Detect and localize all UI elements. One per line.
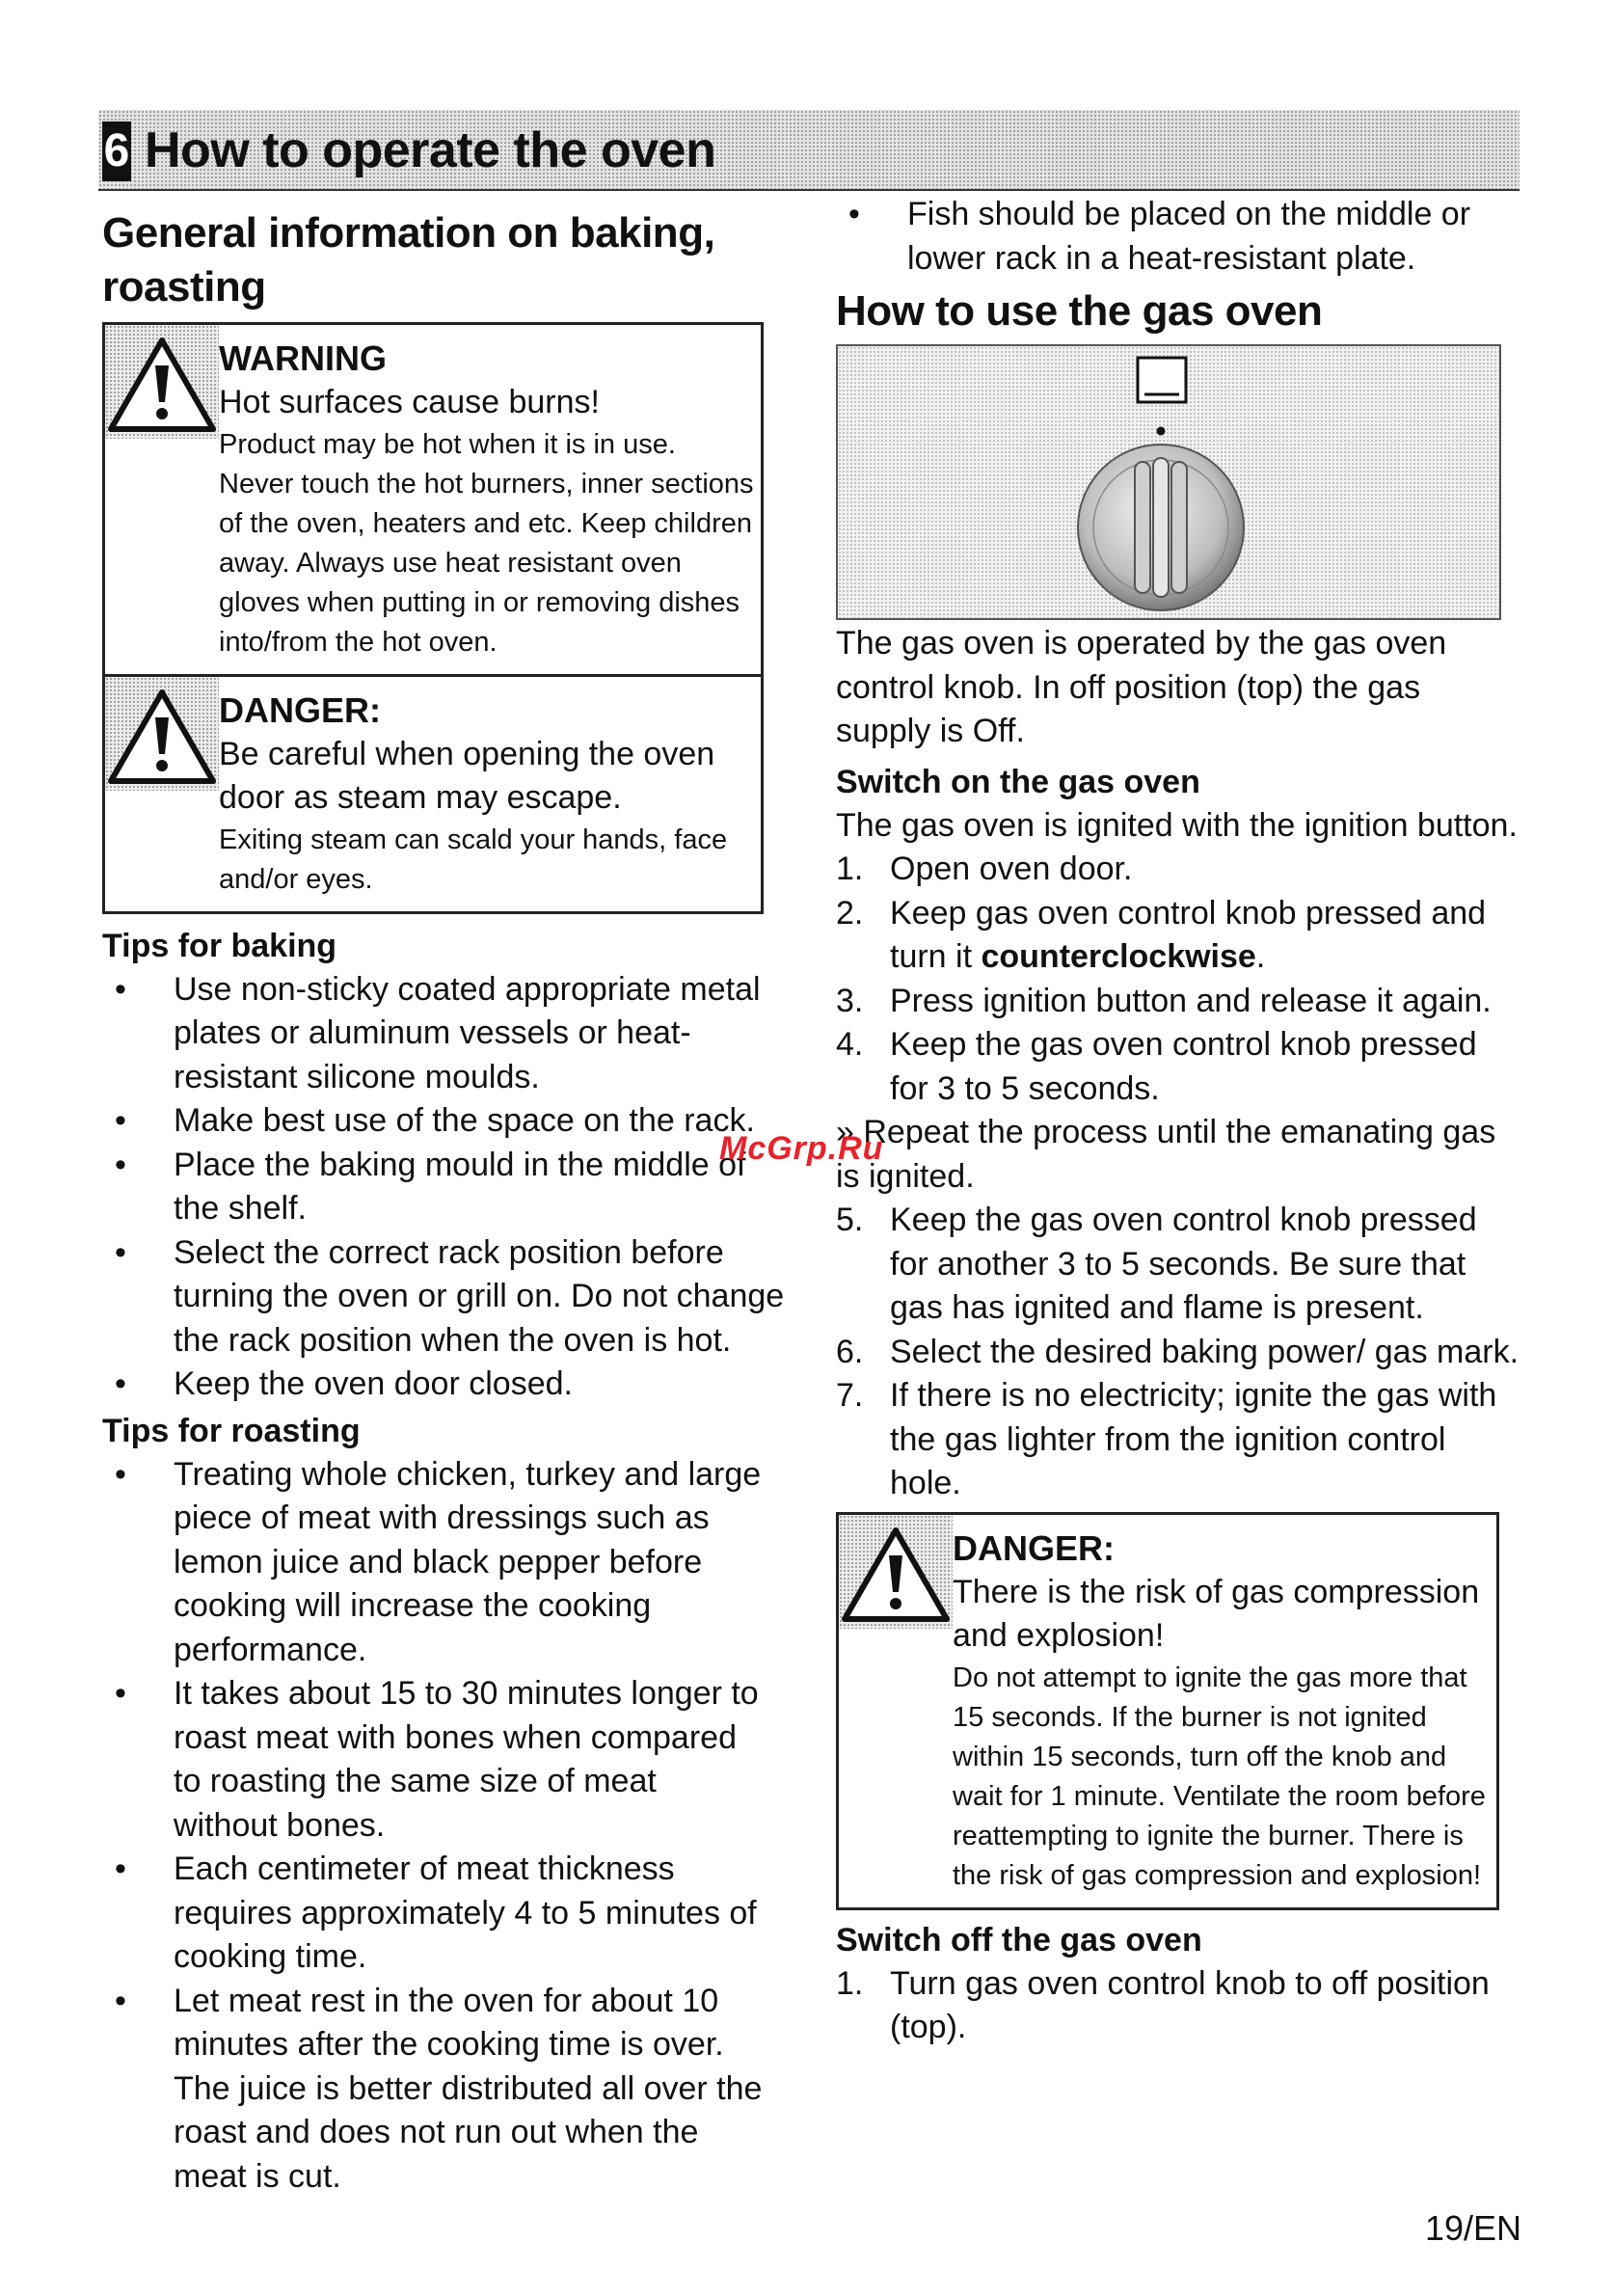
list-item: • Keep the oven door closed. (115, 1365, 573, 1402)
list-item: • Select the correct rack position before turning the oven or grill on. Do not change the rack position when the oven is hot. (115, 1233, 785, 1359)
danger-body: Do not attempt to ignite the gas more that 15 seconds. If the burner is not ignited within 15 seconds, turn off the knob and wait for 1 minute. Ventilate the room before reattempting to ignite the burner. There is the risk of gas compression and explosion! (953, 1661, 1486, 1891)
warning-boxes (102, 322, 764, 914)
list-item: • Let meat rest in the oven for about 10 minutes after the cooking time is over. The juice is better distributed all over the roast and does not run out when the meat is cut. (115, 1982, 763, 2195)
list-item: • Make best use of the space on the rack. (115, 1102, 755, 1139)
list-item: • Use non-sticky coated appropriate metal plates or aluminum vessels or heat-resistant silicone moulds. (115, 970, 761, 1095)
warning-triangle-icon (105, 677, 219, 791)
watermark: McGrp.Ru (719, 1130, 884, 1167)
list-item: • Place the baking mould in the middle of the shelf. (115, 1146, 746, 1227)
danger-lead: Be careful when opening the oven door as steam may escape. (219, 735, 715, 816)
warning-triangle-icon (105, 325, 219, 439)
warning-body: Product may be hot when it is in use. Never touch the hot burners, inner sections of the oven, heaters and etc. Keep children away. Always use heat resistant oven gloves when putting in or removing dishes into/from the hot oven. (219, 428, 754, 658)
tips-roasting-list (102, 1453, 796, 2200)
danger-box-gas (836, 1512, 1499, 1910)
section-title: How to operate the oven (145, 122, 716, 178)
step-item: 6. Select the desired baking power/ gas mark. (836, 1333, 1520, 1370)
gas-knob-figure (836, 344, 1501, 620)
step-item: 5. Keep the gas oven control knob pressed for another 3 to 5 seconds. Be sure that gas has ignited and flame is present. (836, 1202, 1477, 1326)
gas-oven-heading: How to use the gas oven (836, 287, 1323, 335)
danger-box-steam (102, 677, 764, 914)
general-info-heading: General information on baking, roasting (102, 209, 715, 311)
gas-oven-intro: The gas oven is operated by the gas oven control knob. In off position (top) the gas supply is Off. (836, 625, 1447, 749)
list-item: • Each centimeter of meat thickness requires approximately 4 to 5 minutes of cooking time. (115, 1850, 757, 1975)
fish-list (836, 193, 1520, 281)
list-item: • Fish should be placed on the middle or lower rack in a heat-resistant plate. (848, 196, 1471, 277)
section-header (98, 110, 1520, 191)
step-item: 7. If there is no electricity; ignite the gas with the gas lighter from the ignition control hole. (836, 1377, 1497, 1501)
danger-title: DANGER: (219, 689, 381, 730)
list-item: • It takes about 15 to 30 minutes longer to roast meat with bones when compared to roasting the same size of meat without bones. (115, 1675, 759, 1844)
warning-title: WARNING (219, 338, 387, 378)
danger-body: Exiting steam can scald your hands, face and/or eyes. (219, 824, 728, 895)
switch-on-steps-continued (836, 1199, 1520, 1506)
step-item: 1. Turn gas oven control knob to off position (top). (836, 1964, 1490, 2045)
repeat-note: » Repeat the process until the emanating gas is ignited. (836, 1114, 1496, 1195)
danger-lead: There is the risk of gas compression and explosion! (953, 1573, 1480, 1654)
switch-on-steps (836, 848, 1520, 1111)
list-item: • Treating whole chicken, turkey and large piece of meat with dressings such as lemon juice and black pepper before cooking will increase the cooking performance. (115, 1455, 762, 1668)
step-item: 3. Press ignition button and release it again. (836, 982, 1492, 1019)
step-item: 4. Keep the gas oven control knob pressed for 3 to 5 seconds. (836, 1026, 1477, 1107)
warning-box (102, 322, 764, 677)
left-column (102, 206, 796, 2199)
step-item: 2. Keep gas oven control knob pressed and turn it counterclockwise. (836, 894, 1487, 975)
switch-off-heading: Switch off the gas oven (836, 1921, 1202, 1958)
warning-lead: Hot surfaces cause burns! (219, 384, 600, 420)
page-number: 19/EN (1425, 2208, 1522, 2248)
step-item: 1. Open oven door. (836, 851, 1133, 887)
switch-on-intro: The gas oven is ignited with the ignition button. (836, 806, 1518, 844)
switch-on-heading: Switch on the gas oven (836, 763, 1200, 800)
section-number: 6 (102, 122, 131, 181)
danger-title: DANGER: (953, 1527, 1115, 1568)
warning-triangle-icon (839, 1515, 953, 1629)
tips-baking-list (102, 968, 796, 1407)
tips-baking-heading: Tips for baking (102, 927, 337, 964)
right-column (836, 193, 1520, 2050)
switch-off-steps (836, 1962, 1520, 2050)
tips-roasting-heading: Tips for roasting (102, 1412, 361, 1449)
gas-oven-knob-icon (838, 346, 1499, 618)
